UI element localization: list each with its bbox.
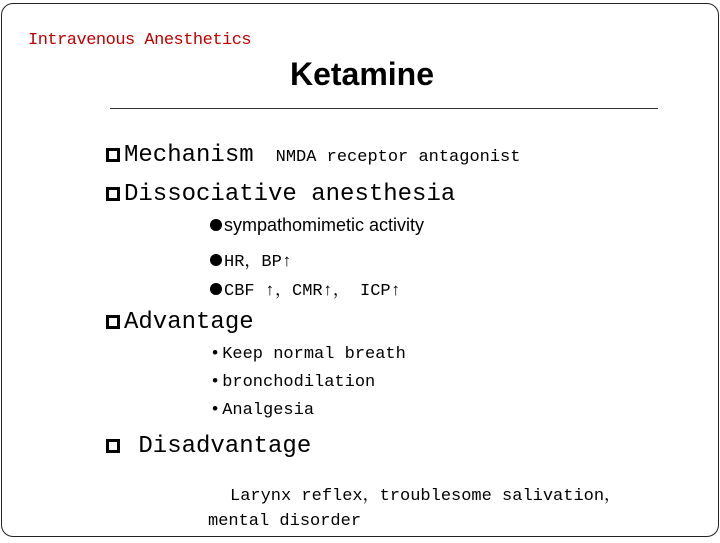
list-item [210,246,292,272]
section-title: Intravenous Anesthetics [28,31,252,50]
bullet-mechanism [106,142,520,169]
round-bullet-icon [210,283,222,295]
round-bullet-icon [210,219,222,231]
advantage-point: Keep normal breath [222,345,406,364]
small-bullet-icon: • [210,401,221,420]
disadvantage-text-line2: mental disorder [208,512,362,531]
advantage-point: bronchodilation [222,373,376,392]
disadvantage-label: Disadvantage [124,433,312,460]
disadvantage-text-line1: Larynx reflex，troublesome salivation， [230,487,622,506]
mechanism-label: Mechanism [124,142,254,169]
square-bullet-icon [106,439,120,453]
mechanism-note: NMDA receptor antagonist [275,148,521,167]
list-item [210,345,406,364]
dissociative-point: sympathomimetic activity [224,215,425,235]
bullet-disadvantage [106,433,311,460]
list-item [210,275,401,301]
title-divider [110,108,658,109]
list-item [210,401,314,420]
advantage-point: Analgesia [222,401,315,420]
square-bullet-icon [106,315,120,329]
square-bullet-icon [106,148,120,162]
small-bullet-icon: • [210,373,221,392]
square-bullet-icon [106,187,120,201]
small-bullet-icon: • [210,345,221,364]
bullet-dissociative [106,181,455,208]
dissociative-label: Dissociative anesthesia [124,181,456,208]
list-item [210,215,424,236]
advantage-label: Advantage [124,309,254,336]
page-title: Ketamine [289,56,435,92]
dissociative-point: CBF ↑，CMR↑， ICP↑ [224,282,401,301]
slide [1,3,719,537]
round-bullet-icon [210,254,222,266]
dissociative-point: HR，BP↑ [224,253,293,272]
list-item [210,373,375,392]
bullet-advantage [106,309,254,336]
